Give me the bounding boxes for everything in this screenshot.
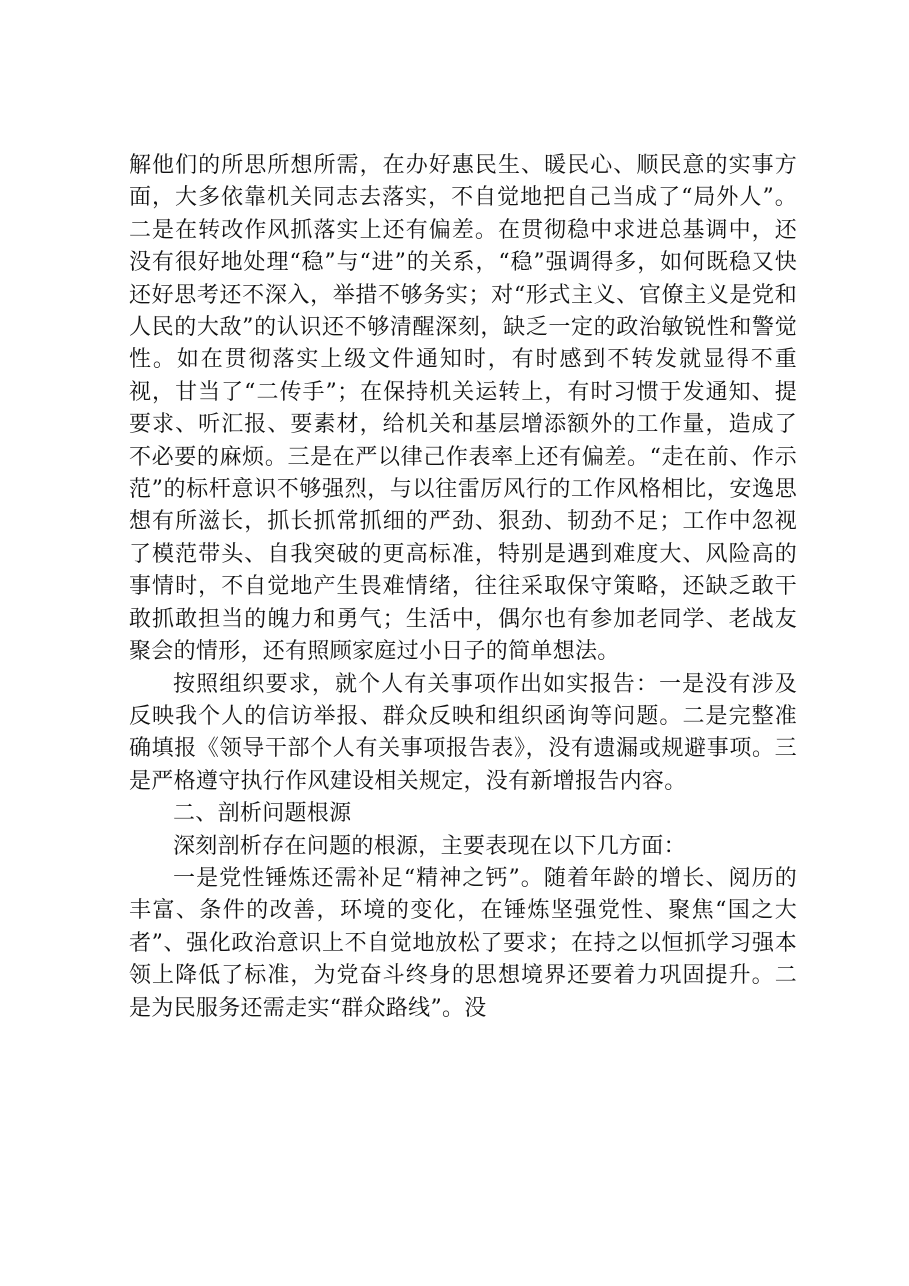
paragraph-root-cause-detail: 一是党性锤炼还需补足“精神之钙”。随着年龄的增长、阅历的丰富、条件的改善，环境的变化，在锤炼坚强党性、聚焦“国之大者”、强化政治意识上不自觉地放松了要求；在持之以恒抓学习强本领上降低了标准，为党奋斗终身的思想境界还要着力巩固提升。二是为民服务还需走实“群众路线”。没 (129, 865, 797, 1021)
section-heading: 二、剖析问题根源 (173, 801, 352, 827)
paragraph-personal-report: 按照组织要求，就个人有关事项作出如实报告：一是没有涉及反映我个人的信访举报、群众反映和组织函询等问题。二是完整准确填报《领导干部个人有关事项报告表》，没有遗漏或规避事项。三是严格遵守执行作风建设相关规定，没有新增报告内容。 (129, 671, 797, 794)
paragraph-self-criticism: 解他们的所思所想所需，在办好惠民生、暖民心、顺民意的实事方面，大多依靠机关同志去落实，不自觉地把自己当成了“局外人”。 二是在转改作风抓落实上还有偏差。在贯彻稳中求进总基调中，还没有很好地处理“稳”与“进”的关系，“稳”强调得多，如何既稳又快还好思考还不深入，举措不够务实；对“形式主义、官僚主义是党和人民的大敌”的认识还不够清醒深刻，缺乏一定的政治敏锐性和警觉性。如在贯彻落实上级文件通知时，有时感到不转发就显得不重视，甘当了“二传手”；在保持机关运转上，有时习惯于发通知、提要求、听汇报、要素材，给机关和基层增添额外的工作量，造成了不必要的麻烦。三是在严以律己作表率上还有偏差。“走在前、作示范”的标杆意识不够强烈，与以往雷厉风行的工作风格相比，安逸思想有所滋长，抓长抓常抓细的严劲、狠劲、韧劲不足；工作中忽视了模范带头、自我突破的更高标准，特别是遇到难度大、风险高的事情时，不自觉地产生畏难情绪，往往采取保守策略，还缺乏敢干敢抓敢担当的魄力和勇气；生活中，偶尔也有参加老同学、老战友聚会的情形，还有照顾家庭过小日子的简单想法。 (129, 153, 797, 665)
paragraph-root-cause-intro: 深刻剖析存在问题的根源，主要表现在以下几方面： (173, 833, 686, 859)
document-page (129, 150, 797, 1025)
